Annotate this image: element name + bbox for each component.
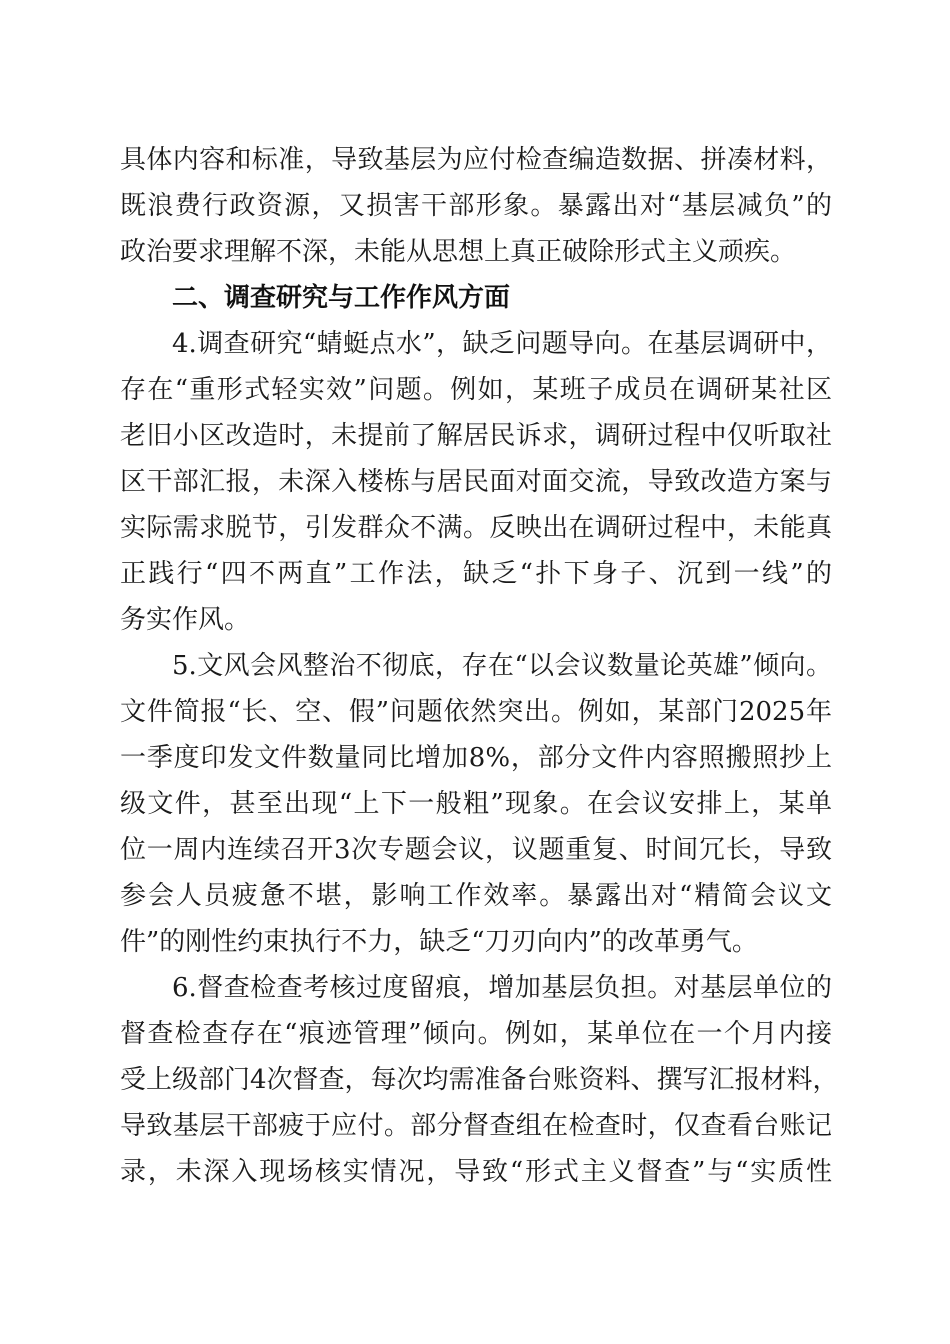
paragraph-line: 受上级部门4次督查，每次均需准备台账资料、撰写汇报材料， <box>120 1065 839 1095</box>
paragraph-line: 务实作风。 <box>120 605 251 635</box>
paragraph-line: 文件简报“长、空、假”问题依然突出。例如，某部门2025年 <box>120 697 832 727</box>
paragraph-line: 政治要求理解不深，未能从思想上真正破除形式主义顽疾。 <box>120 237 797 267</box>
paragraph-line: 督查检查存在“痕迹管理”倾向。例如，某单位在一个月内接 <box>120 1019 832 1049</box>
section-heading: 二、调查研究与工作作风方面 <box>172 283 511 313</box>
paragraph-line: 正践行“四不两直”工作法，缺乏“扑下身子、沉到一线”的 <box>120 559 832 589</box>
paragraph-line: 实际需求脱节，引发群众不满。反映出在调研过程中，未能真 <box>120 513 832 543</box>
paragraph-line: 老旧小区改造时，未提前了解居民诉求，调研过程中仅听取社 <box>120 421 832 451</box>
paragraph-line: 存在“重形式轻实效”问题。例如，某班子成员在调研某社区 <box>120 375 832 405</box>
paragraph-line: 5.文风会风整治不彻底，存在“以会议数量论英雄”倾向。 <box>172 651 832 681</box>
paragraph-line: 具体内容和标准，导致基层为应付检查编造数据、拼凑材料， <box>120 145 832 175</box>
paragraph-line: 区干部汇报，未深入楼栋与居民面对面交流，导致改造方案与 <box>120 467 832 497</box>
paragraph-line: 参会人员疲惫不堪，影响工作效率。暴露出对“精简会议文 <box>120 881 832 911</box>
paragraph-line: 级文件，甚至出现“上下一般粗”现象。在会议安排上，某单 <box>120 789 832 819</box>
paragraph-line: 既浪费行政资源，又损害干部形象。暴露出对“基层减负”的 <box>120 191 832 221</box>
paragraph-line: 6.督查检查考核过度留痕，增加基层负担。对基层单位的 <box>172 973 832 1003</box>
paragraph-line: 一季度印发文件数量同比增加8%，部分文件内容照搬照抄上 <box>120 743 832 773</box>
paragraph-line: 位一周内连续召开3次专题会议，议题重复、时间冗长，导致 <box>120 835 832 865</box>
paragraph-line: 4.调查研究“蜻蜓点水”，缺乏问题导向。在基层调研中， <box>172 329 832 359</box>
paragraph-line: 录，未深入现场核实情况，导致“形式主义督查”与“实质性 <box>120 1157 832 1187</box>
paragraph-line: 导致基层干部疲于应付。部分督查组在检查时，仅查看台账记 <box>120 1111 832 1141</box>
paragraph-line: 件”的刚性约束执行不力，缺乏“刀刃向内”的改革勇气。 <box>120 927 758 957</box>
